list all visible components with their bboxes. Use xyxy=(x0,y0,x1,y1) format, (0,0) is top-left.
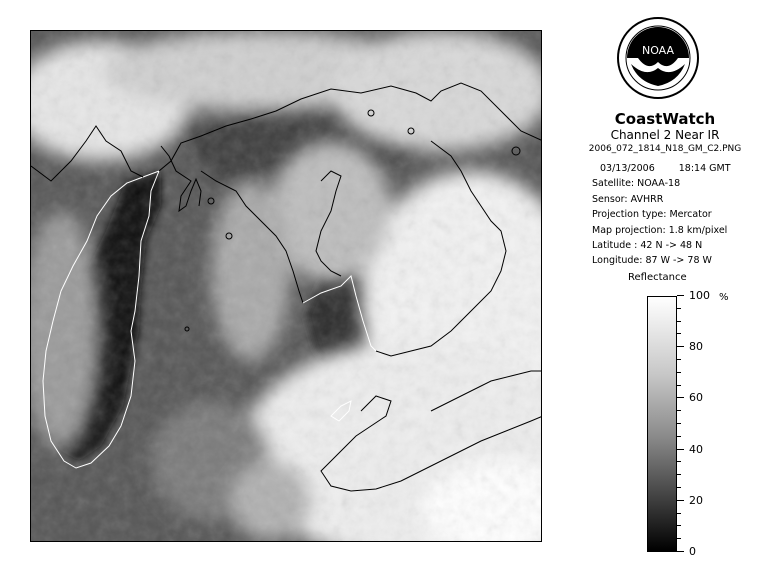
scale-label: 60 xyxy=(689,391,703,405)
scale-tick xyxy=(677,346,684,347)
scale-title: Reflectance xyxy=(628,272,687,283)
time-value: 18:14 GMT xyxy=(678,163,731,174)
scale-tick xyxy=(677,397,684,398)
noaa-logo xyxy=(616,16,700,100)
date-value: 03/13/2006 xyxy=(600,163,655,174)
scale-tick xyxy=(677,436,681,437)
scale-label: 100 xyxy=(689,289,710,302)
latitude-row: Latitude : 42 N -> 48 N xyxy=(592,239,703,251)
satellite-map-image xyxy=(31,31,542,542)
scale-tick xyxy=(677,525,681,526)
projection-type-row: Projection type: Mercator xyxy=(592,209,712,221)
scale-tick xyxy=(677,474,681,475)
scale-ticks xyxy=(677,296,685,552)
metadata-list xyxy=(592,161,782,269)
scale-tick xyxy=(677,359,681,360)
scale-tick xyxy=(677,423,681,424)
scale-tick xyxy=(677,500,684,501)
scale-tick xyxy=(677,295,684,296)
scale-tick xyxy=(677,513,681,514)
title: CoastWatch xyxy=(614,110,716,128)
scale-tick xyxy=(677,385,681,386)
scale-tick xyxy=(677,538,681,539)
scale-tick xyxy=(677,487,681,488)
scale-label: 40 xyxy=(689,442,703,456)
sensor-row: Sensor: AVHRR xyxy=(592,193,664,205)
subtitle: Channel 2 Near IR xyxy=(610,128,720,142)
scale-label: 0 xyxy=(689,545,696,558)
noaa-logo-text: NOAA xyxy=(641,44,675,57)
satellite-row: Satellite: NOAA-18 xyxy=(592,178,681,190)
map-projection-row: Map projection: 1.8 km/pixel xyxy=(592,224,728,236)
scale-tick xyxy=(677,333,681,334)
scale-tick xyxy=(677,321,681,322)
scale-tick xyxy=(677,372,681,373)
scale-tick xyxy=(677,410,681,411)
scale-label: 20 xyxy=(689,493,703,507)
reflectance-color-scale xyxy=(647,296,677,552)
scale-label: 80 xyxy=(689,340,703,354)
scale-tick xyxy=(677,308,681,309)
scale-tick xyxy=(677,551,684,552)
scale-unit: % xyxy=(719,292,729,303)
satellite-map xyxy=(30,30,542,542)
scale-tick xyxy=(677,449,684,450)
longitude-row: Longitude: 87 W -> 78 W xyxy=(592,255,712,267)
scale-tick xyxy=(677,461,681,462)
date-time-row xyxy=(592,161,782,176)
filename: 2006_072_1814_N18_GM_C2.PNG xyxy=(588,144,742,154)
info-panel xyxy=(552,110,778,156)
